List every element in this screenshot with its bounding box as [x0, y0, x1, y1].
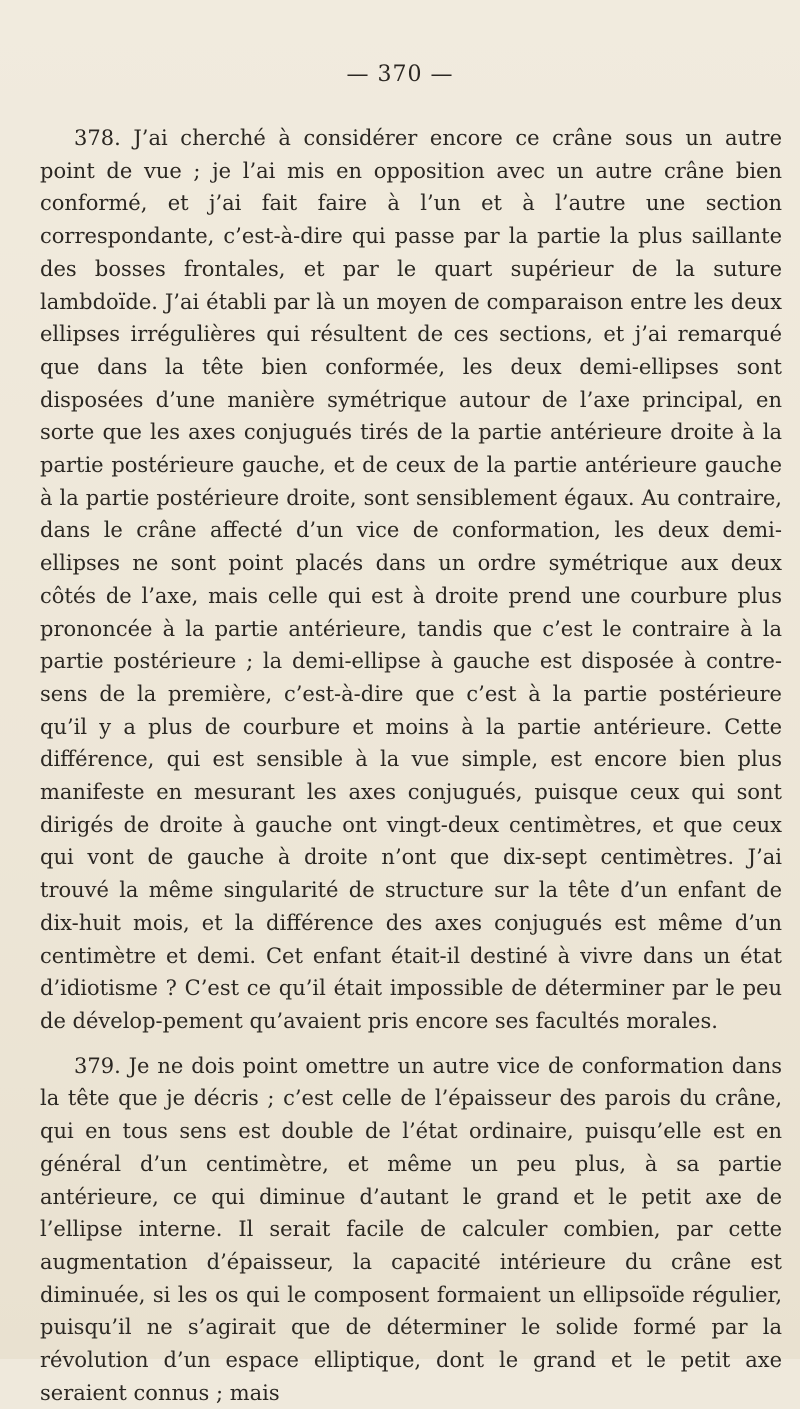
paragraph-379: 379. Je ne dois point omettre un autre vice de conformation dans la tête que je décris ; c’est celle de l’épaisseur des parois du crâne, qui en tous sens est double de l’état ordinaire, puisqu’elle est en général d’un centimètre, et même un peu plus, à sa partie antérieure, ce qui diminue d’autant le grand et le petit axe de l’ellipse interne. Il serait facile de calculer combien, par cette augmentation d’épaisseur, la capacité intérieure du crâne est diminuée, si les os qui le composent formaient un ellipsoïde régulier, puisqu’il ne s’agirait que de déterminer le solide formé par la révolution d’un espace elliptique, dont le grand et le petit axe seraient connus ; mais: [40, 1053, 782, 1405]
body-text: [40, 122, 782, 1409]
paragraph-378: 378. J’ai cherché à considérer encore ce crâne sous un autre point de vue ; je l’ai mis en opposition avec un autre crâne bien conformé, et j’ai fait faire à l’un et à l’autre une section correspondante, c’est-à-dire qui passe par la partie la plus saillante des bosses frontales, et par le quart supérieur de la suture lambdoïde. J’ai établi par là un moyen de comparaison entre les deux ellipses irrégulières qui résultent de ces sections, et j’ai remarqué que dans la tête bien conformée, les deux demi-ellipses sont disposées d’une manière symétrique autour de l’axe principal, en sorte que les axes conjugués tirés de la partie antérieure droite à la partie postérieure gauche, et de ceux de la partie antérieure gauche à la partie postérieure droite, sont sensiblement égaux. Au contraire, dans le crâne affecté d’un vice de conformation, les deux demi-ellipses ne sont point placés dans un ordre symétrique aux deux côtés de l’axe, mais celle qui est à droite prend une courbure plus prononcée à la partie antérieure, tandis que c’est le contraire à la partie postérieure ; la demi-ellipse à gauche est disposée à contre-sens de la première, c’est-à-dire que c’est à la partie postérieure qu’il y a plus de courbure et moins à la partie antérieure. Cette différence, qui est sensible à la vue simple, est encore bien plus manifeste en mesurant les axes conjugués, puisque ceux qui sont dirigés de droite à gauche ont vingt-deux centimètres, et que ceux qui vont de gauche à droite n’ont que dix-sept centimètres. J’ai trouvé la même singularité de structure sur la tête d’un enfant de dix-huit mois, et la différence des axes conjugués est même d’un centimètre et demi. Cet enfant était-il destiné à vivre dans un état d’idiotisme ? C’est ce qu’il était impossible de déterminer par le peu de dévelop-pement qu’avaient pris encore ses facultés morales.: [40, 126, 782, 1033]
page-number: — 370 —: [346, 62, 454, 87]
